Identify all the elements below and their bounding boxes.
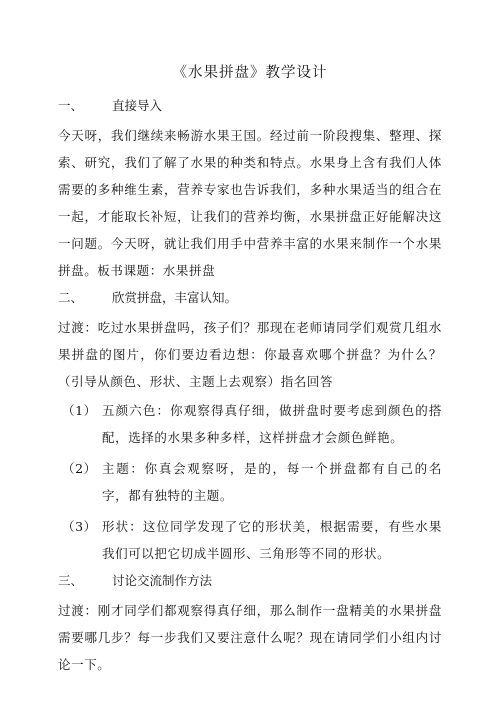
document-title: 《水果拼盘》教学设计	[172, 65, 328, 81]
list-marker: （1）	[62, 403, 97, 418]
list-item-text: 五颜六色：你观察得真仔细，做拼盘时要考虑到颜色的搭配，选择的水果多种多样，这样拼盘才会颜色鲜艳。	[102, 403, 442, 445]
list-marker: （3）	[62, 519, 97, 534]
section-paragraph-2: 过渡：吃过水果拼盘吗，孩子们？那现在老师请同学们观赏几组水果拼盘的图片，你们要边看边想：你最喜欢哪个拼盘？为什么？（引导从颜色、形状、主题上去观察）指名回答	[58, 320, 442, 389]
list-item	[58, 455, 442, 509]
section-heading-3	[58, 571, 442, 591]
section-heading-2	[58, 288, 442, 308]
section-heading-text: 直接导入	[112, 98, 163, 113]
section-number: 一、	[58, 98, 84, 113]
list-item	[58, 397, 442, 451]
list-item-text: 主题：你真会观察呀，是的，每一个拼盘都有自己的名字，都有独特的主题。	[102, 461, 442, 503]
section-number: 三、	[58, 573, 84, 588]
section-heading-text: 讨论交流制作方法	[112, 573, 213, 588]
list-item-text: 形状：这位同学发现了它的形状美，根据需要，有些水果我们可以把它切成半圆形、三角形等不同的形状。	[102, 519, 442, 561]
observation-list	[58, 397, 442, 567]
section-paragraph-3: 过渡：刚才同学们都观察得真仔细，那么制作一盘精美的水果拼盘需要哪几步？每一步我们又要注意什么呢？现在请同学们小组内讨论一下。	[58, 603, 442, 672]
section-paragraph-1: 今天呀，我们继续来畅游水果王国。经过前一阶段搜集、整理、探索、研究，我们了解了水果的种类和特点。水果身上含有我们人体需要的多种维生素，营养专家也告诉我们，多种水果适当的组合在一起，才能取长补短，让我们的营养均衡，水果拼盘正好能解决这一问题。今天呀，就让我们用手中营养丰富的水果来制作一个水果拼盘。板书课题：水果拼盘	[58, 128, 442, 278]
list-item	[58, 513, 442, 567]
list-marker: （2）	[62, 461, 97, 476]
section-heading-1	[58, 96, 442, 116]
section-heading-text: 欣赏拼盘，丰富认知。	[112, 290, 238, 305]
section-number: 二、	[58, 290, 84, 305]
